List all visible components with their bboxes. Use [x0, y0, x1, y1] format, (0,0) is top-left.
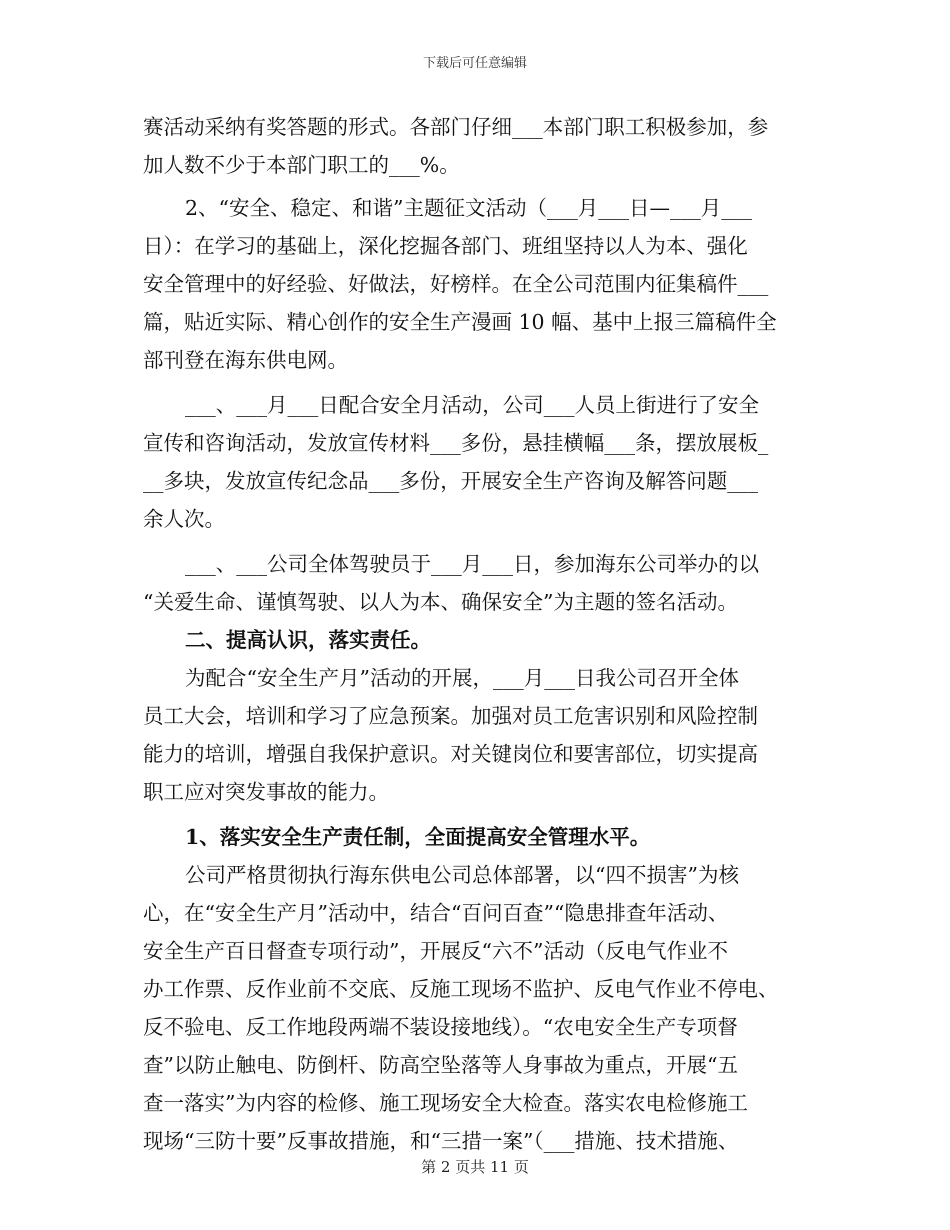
body-line: “关爱生命、谨慎驾驶、以人为本、确保安全”为主题的签名活动。 [143, 590, 738, 614]
body-line: 现场“三防十要”反事故措施，和“三措一案”（___措施、技术措施、 [143, 1129, 739, 1153]
body-line: 安全管理中的好经验、好做法，好榜样。在全公司范围内征集稿件___ [143, 272, 769, 296]
body-line: __多块，发放宣传纪念品___多份，开展安全生产咨询及解答问题___ [143, 469, 758, 493]
body-line: 职工应对突发事故的能力。 [143, 780, 389, 804]
body-line: 赛活动采纳有奖答题的形式。各部门仔细___本部门职工积极参加，参 [143, 115, 769, 139]
document-body [143, 108, 819, 1160]
subsection-heading: 1、落实安全生产责任制，全面提高安全管理水平。 [185, 825, 651, 849]
body-line: 反不验电、反工作地段两端不装设接地线）。“农电安全生产专项督 [143, 1015, 738, 1039]
body-line: 为配合“安全生产月”活动的开展，___月___日我公司召开全体 [185, 666, 739, 690]
body-line: 余人次。 [143, 507, 225, 531]
body-line: 加人数不少于本部门职工的___%。 [143, 153, 460, 177]
body-line: 篇，贴近实际、精心创作的安全生产漫画 10 幅、基中上报三篇稿件全 [143, 310, 777, 334]
body-line: 2、“安全、稳定、和谐”主题征文活动（___月___日—___月___ [185, 196, 753, 220]
body-line: 日）：在学习的基础上，深化挖掘各部门、班组坚持以人为本、强化 [143, 234, 748, 258]
body-line: ___、___公司全体驾驶员于___月___日，参加海东公司举办的以 [185, 552, 759, 576]
body-line: 查一落实”为内容的检修、施工现场安全大检查。落实农电检修施工 [143, 1091, 748, 1115]
body-line: 能力的培训，增强自我保护意识。对关键岗位和要害部位，切实提高 [143, 742, 758, 766]
body-line: 安全生产百日督查专项行动”，开展反“六不”活动（反电气作业不 [143, 939, 728, 963]
body-line: 部刊登在海东供电网。 [143, 348, 348, 372]
section-heading: 二、提高认识，落实责任。 [185, 628, 431, 652]
body-line: 办工作票、反作业前不交底、反施工现场不监护、反电气作业不停电、 [143, 977, 779, 1001]
body-line: 心，在“安全生产月”活动中，结合“百问百查”“隐患排查年活动、 [143, 901, 729, 925]
body-line: 查”以防止触电、防倒杆、防高空坠落等人身事故为重点，开展“五 [143, 1053, 738, 1077]
page-footer: 第 2 页共 11 页 [421, 1158, 529, 1176]
body-line: 公司严格贯彻执行海东供电公司总体部署，以“四不损害”为核 [185, 863, 739, 887]
body-line: 宣传和咨询活动，发放宣传材料___多份，悬挂横幅___条，摆放展板_ [143, 431, 769, 455]
body-line: ___、___月___日配合安全月活动，公司___人员上街进行了安全 [185, 393, 759, 417]
page-header: 下载后可任意编辑 [422, 56, 527, 71]
body-line: 员工大会，培训和学习了应急预案。加强对员工危害识别和风险控制 [143, 704, 758, 728]
